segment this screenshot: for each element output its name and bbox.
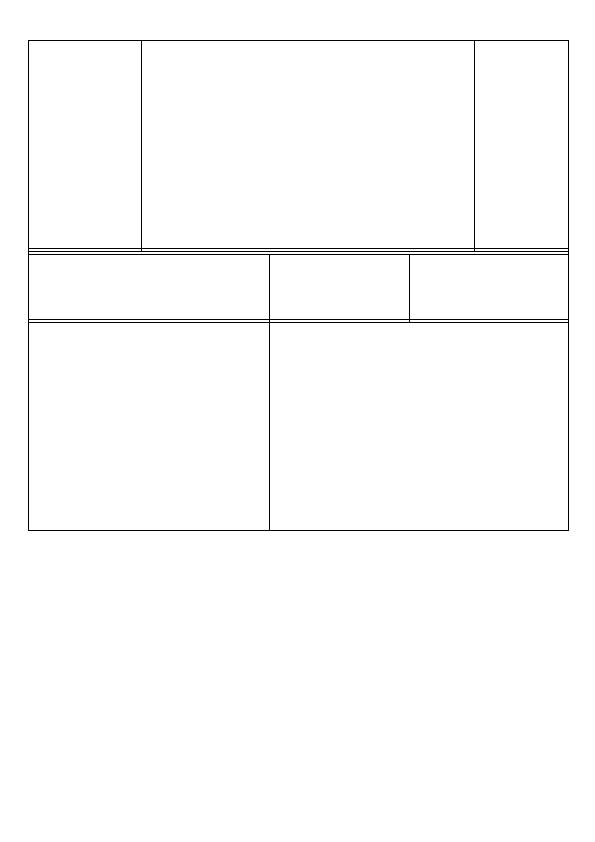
reflection-row [29, 323, 569, 531]
assessment-header [270, 255, 410, 320]
reflection-notes-cell [270, 323, 569, 531]
differentiation-header [29, 255, 270, 320]
stage-cell-empty [29, 41, 142, 249]
lesson-plan-table [28, 40, 569, 531]
resources-cell-empty [475, 41, 569, 249]
cross-curricular-header [410, 255, 569, 320]
planning-header-row [29, 255, 569, 320]
group-tasks-cell [142, 41, 475, 249]
group-tasks-row [29, 41, 569, 249]
reflection-cell [29, 323, 270, 531]
lesson-plan-page [28, 40, 568, 531]
